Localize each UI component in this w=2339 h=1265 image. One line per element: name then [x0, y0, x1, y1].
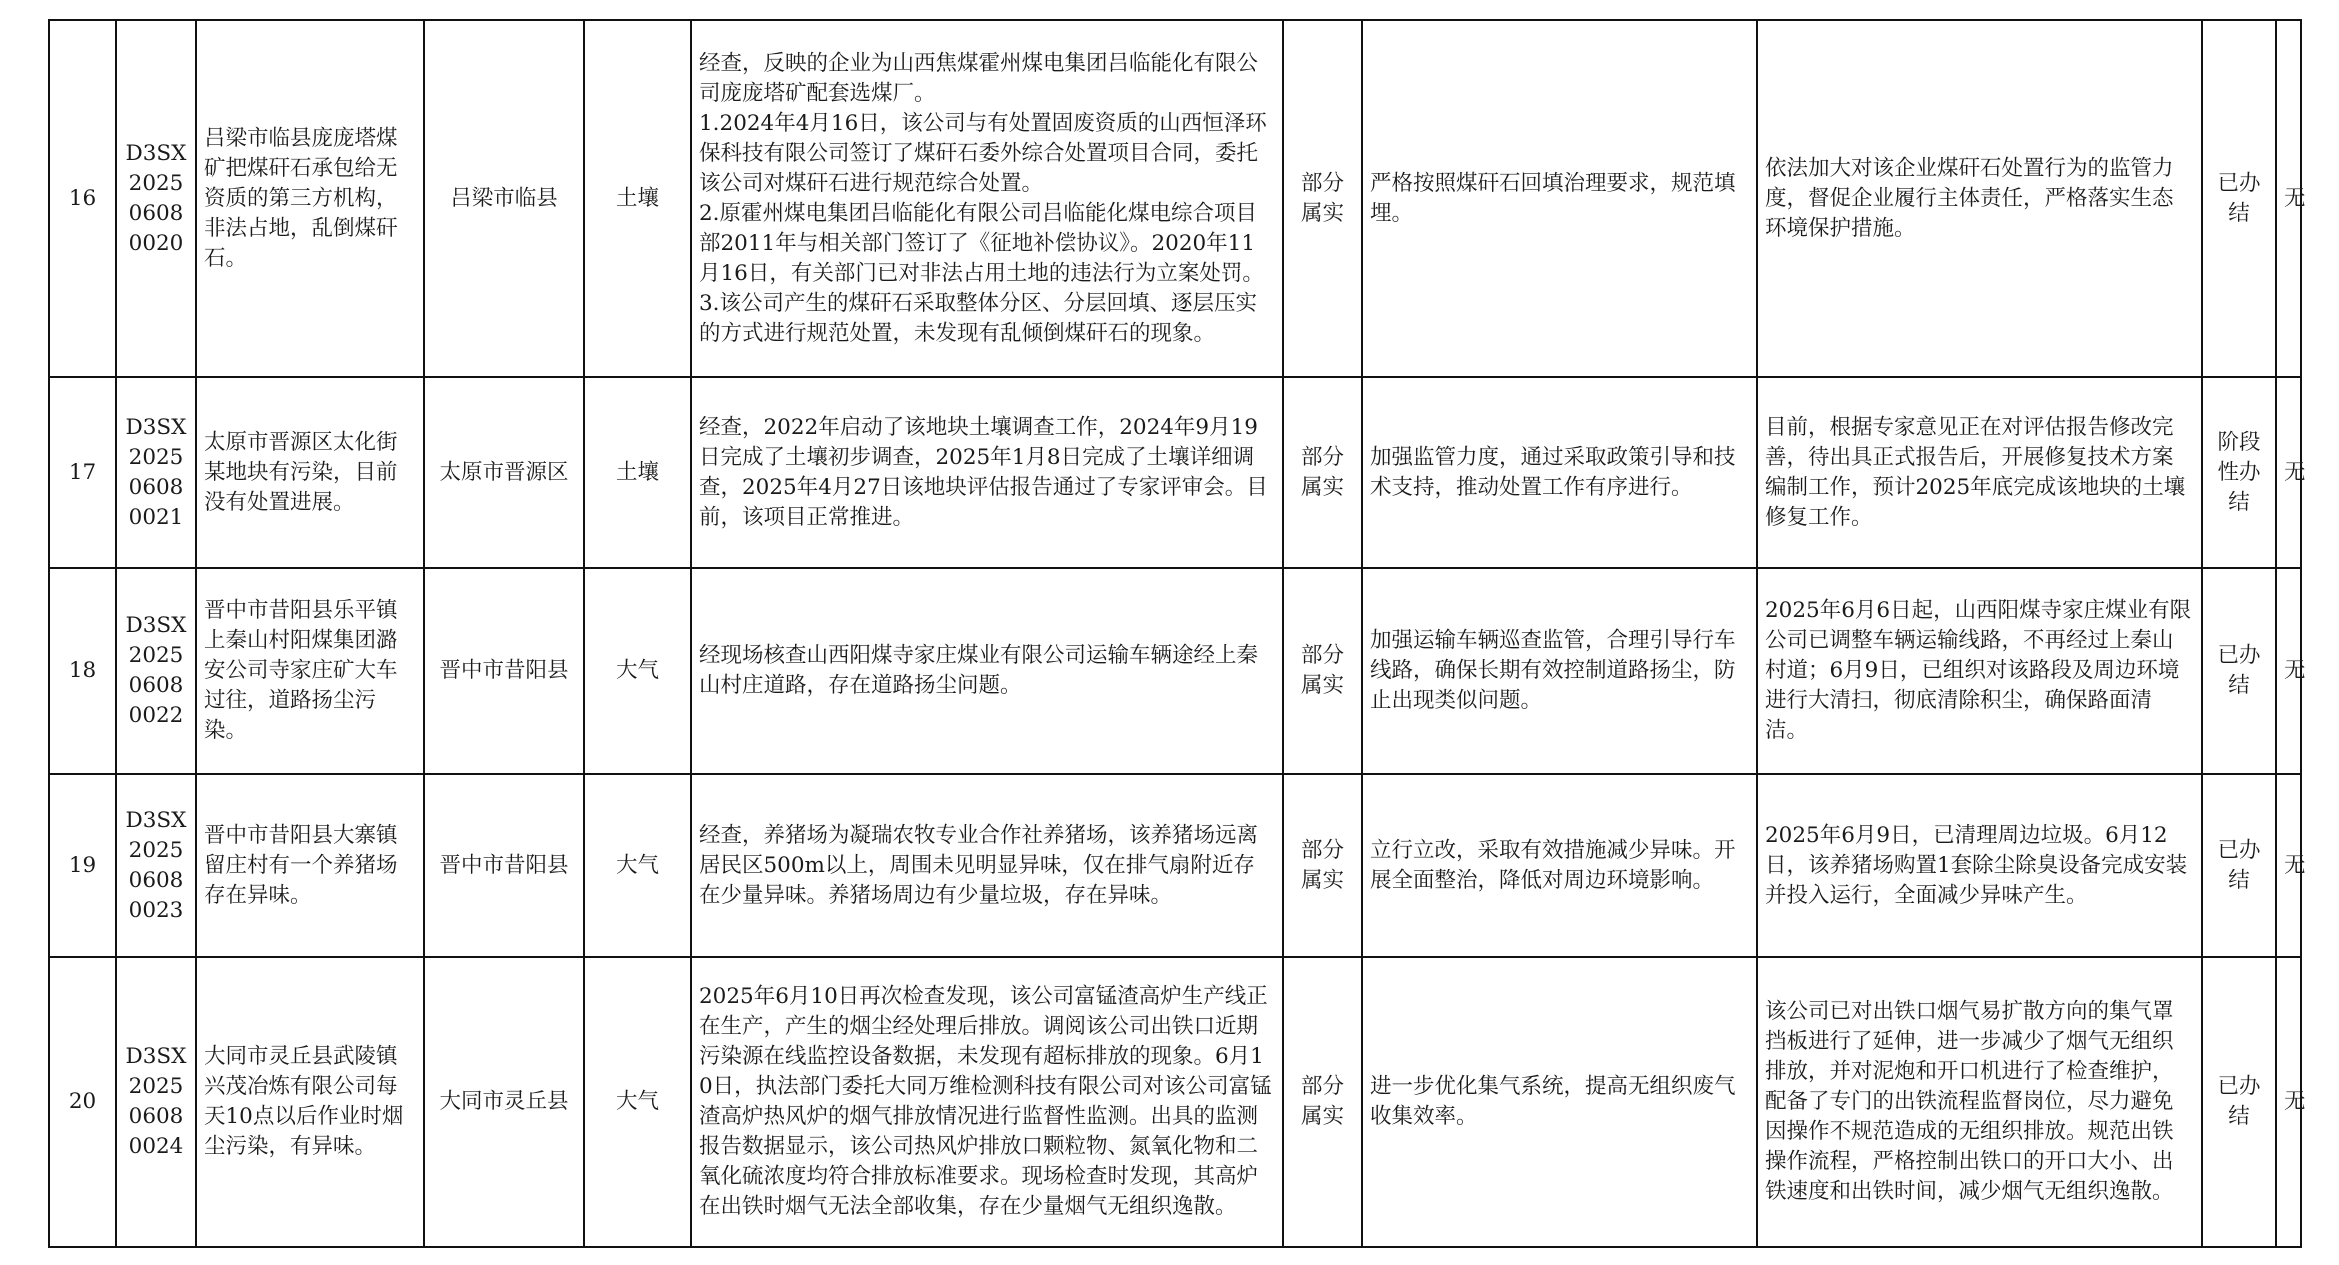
complaint-content: 晋中市昔阳县大寨镇留庄村有一个养猪场存在异味。	[196, 774, 424, 957]
pollution-type: 土壤	[584, 377, 691, 568]
handling-result: 目前，根据专家意见正在对评估报告修改完善，待出具正式报告后，开展修复技术方案编制工作，预计2025年底完成该地块的土壤修复工作。	[1757, 377, 2202, 568]
case-code: D3SX20250608 0021	[116, 377, 196, 568]
case-code: D3SX20250608 0024	[116, 957, 196, 1247]
accountability-cell: 无	[2276, 957, 2301, 1247]
table-row	[49, 20, 2301, 377]
case-code: D3SX20250608 0020	[116, 20, 196, 377]
complaint-content: 晋中市昔阳县乐平镇上秦山村阳煤集团潞安公司寺家庄矿大车过往，道路扬尘污染。	[196, 568, 424, 774]
row-index: 16	[49, 20, 116, 377]
rectification-measures: 加强运输车辆巡查监管，合理引导行车线路，确保长期有效控制道路扬尘，防止出现类似问题。	[1362, 568, 1757, 774]
rectification-measures: 立行立改，采取有效措施减少异味。开展全面整治，降低对周边环境影响。	[1362, 774, 1757, 957]
rectification-measures: 严格按照煤矸石回填治理要求，规范填埋。	[1362, 20, 1757, 377]
investigation-detail	[691, 774, 1283, 957]
admin-area: 晋中市昔阳县	[424, 774, 584, 957]
investigation-paragraph: 经现场核查山西阳煤寺家庄煤业有限公司运输车辆途经上秦山村庄道路，存在道路扬尘问题。	[699, 643, 1259, 698]
verification-result: 部分属实	[1283, 957, 1362, 1247]
row-index: 20	[49, 957, 116, 1247]
pollution-type: 大气	[584, 957, 691, 1247]
accountability-cell: 无	[2276, 774, 2301, 957]
accountability-cell: 无	[2276, 377, 2301, 568]
complaint-content: 大同市灵丘县武陵镇兴茂冶炼有限公司每天10点以后作业时烟尘污染，有异味。	[196, 957, 424, 1247]
admin-area: 吕梁市临县	[424, 20, 584, 377]
investigation-paragraph: 3.该公司产生的煤矸石采取整体分区、分层回填、逐层压实的方式进行规范处置，未发现有乱倾倒煤矸石的现象。	[699, 290, 1258, 346]
table-row	[49, 774, 2301, 957]
investigation-detail	[691, 568, 1283, 774]
table-row	[49, 568, 2301, 774]
status-cell: 已办结	[2202, 774, 2276, 957]
row-index: 19	[49, 774, 116, 957]
investigation-detail	[691, 957, 1283, 1247]
investigation-paragraph: 1.2024年4月16日，该公司与有处置固废资质的山西恒泽环保科技有限公司签订了煤矸石委外综合处置项目合同，委托该公司对煤矸石进行规范综合处置。	[699, 110, 1267, 196]
investigation-detail	[691, 20, 1283, 377]
status-cell: 阶段性办结	[2202, 377, 2276, 568]
handling-result: 依法加大对该企业煤矸石处置行为的监管力度，督促企业履行主体责任，严格落实生态环境保护措施。	[1757, 20, 2202, 377]
admin-area: 大同市灵丘县	[424, 957, 584, 1247]
admin-area: 太原市晋源区	[424, 377, 584, 568]
case-code: D3SX20250608 0022	[116, 568, 196, 774]
investigation-paragraph: 经查，养猪场为凝瑞农牧专业合作社养猪场，该养猪场远离居民区500m以上，周围未见明显异味，仅在排气扇附近存在少量异味。养猪场周边有少量垃圾，存在异味。	[699, 822, 1259, 908]
pollution-type: 土壤	[584, 20, 691, 377]
pollution-type: 大气	[584, 774, 691, 957]
table-row	[49, 957, 2301, 1247]
investigation-paragraph: 2.原霍州煤电集团吕临能化有限公司吕临能化煤电综合项目部2011年与相关部门签订了《征地补偿协议》。2020年11月16日，有关部门已对非法占用土地的违法行为立案处罚。	[699, 200, 1264, 286]
complaint-table	[48, 19, 2306, 1248]
verification-result: 部分属实	[1283, 20, 1362, 377]
handling-result: 该公司已对出铁口烟气易扩散方向的集气罩挡板进行了延伸，进一步减少了烟气无组织排放，并对泥炮和开口机进行了检查维护，配备了专门的出铁流程监督岗位，尽力避免因操作不规范造成的无组织排放。规范出铁操作流程，严格控制出铁口的开口大小、出铁速度和出铁时间，减少烟气无组织逸散。	[1757, 957, 2202, 1247]
rectification-measures: 进一步优化集气系统，提高无组织废气收集效率。	[1362, 957, 1757, 1247]
admin-area: 晋中市昔阳县	[424, 568, 584, 774]
accountability-cell: 无	[2276, 568, 2301, 774]
complaint-content: 吕梁市临县庞庞塔煤矿把煤矸石承包给无资质的第三方机构，非法占地，乱倒煤矸石。	[196, 20, 424, 377]
pollution-type: 大气	[584, 568, 691, 774]
case-code: D3SX20250608 0023	[116, 774, 196, 957]
investigation-paragraph: 经查，反映的企业为山西焦煤霍州煤电集团吕临能化有限公司庞庞塔矿配套选煤厂。	[699, 50, 1259, 106]
status-cell: 已办结	[2202, 20, 2276, 377]
accountability-cell: 无	[2276, 20, 2301, 377]
rectification-measures: 加强监管力度，通过采取政策引导和技术支持，推动处置工作有序进行。	[1362, 377, 1757, 568]
investigation-detail	[691, 377, 1283, 568]
investigation-paragraph: 2025年6月10日再次检查发现，该公司富锰渣高炉生产线正在生产，产生的烟尘经处理后排放。调阅该公司出铁口近期污染源在线监控设备数据，未发现有超标排放的现象。6月10日，执法部门委托大同万维检测科技有限公司对该公司富锰渣高炉热风炉的烟气排放情况进行监督性监测。出具的监测报告数据显示，该公司热风炉排放口颗粒物、氮氧化物和二氧化硫浓度均符合排放标准要求。现场检查时发现，其高炉在出铁时烟气无法全部收集，存在少量烟气无组织逸散。	[699, 984, 1272, 1219]
table-row	[49, 377, 2301, 568]
investigation-paragraph: 经查，2022年启动了该地块土壤调查工作，2024年9月19日完成了土壤初步调查，2025年1月8日完成了土壤详细调查，2025年4月27日该地块评估报告通过了专家评审会。目前，该项目正常推进。	[699, 414, 1268, 530]
handling-result: 2025年6月6日起，山西阳煤寺家庄煤业有限公司已调整车辆运输线路，不再经过上秦山村道；6月9日，已组织对该路段及周边环境进行大清扫，彻底清除积尘，确保路面清洁。	[1757, 568, 2202, 774]
status-cell: 已办结	[2202, 957, 2276, 1247]
row-index: 18	[49, 568, 116, 774]
verification-result: 部分属实	[1283, 568, 1362, 774]
handling-result: 2025年6月9日，已清理周边垃圾。6月12日，该养猪场购置1套除尘除臭设备完成安装并投入运行，全面减少异味产生。	[1757, 774, 2202, 957]
status-cell: 已办结	[2202, 568, 2276, 774]
row-index: 17	[49, 377, 116, 568]
complaint-content: 太原市晋源区太化街某地块有污染，目前没有处置进展。	[196, 377, 424, 568]
verification-result: 部分属实	[1283, 377, 1362, 568]
verification-result: 部分属实	[1283, 774, 1362, 957]
